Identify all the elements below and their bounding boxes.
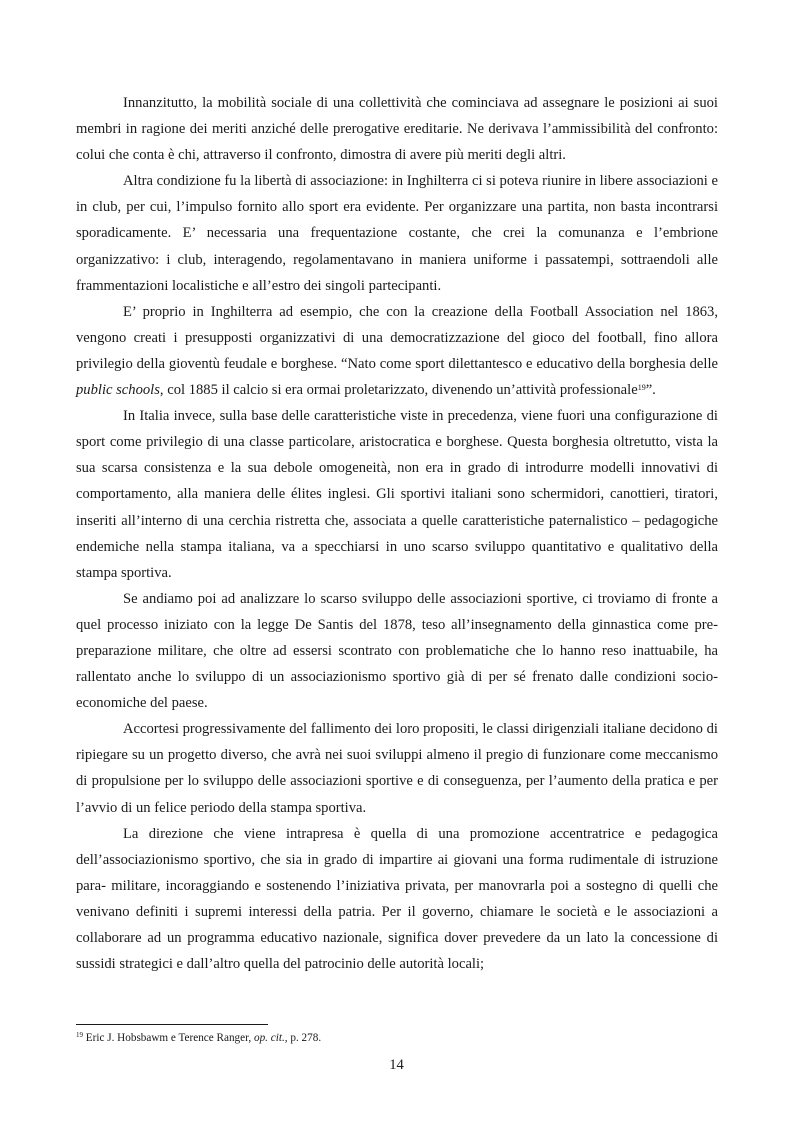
footnote-citation: op. cit. xyxy=(253,1032,285,1044)
footnote-number: 19 xyxy=(76,1031,83,1039)
paragraph-1: Innanzitutto, la mobilità sociale di una collettività che cominciava ad assegnare le posizioni ai suoi membri in ragione dei meriti anziché delle prerogative ereditarie. Ne derivava l’ammissibilità del confronto: colui che conta è chi, attraverso il confronto, dimostra di avere più meriti degli altri. xyxy=(76,95,718,164)
paragraph-3-emphasis: public schools xyxy=(76,382,160,399)
paragraph-3-text-after: , col 1885 il calcio si era ormai proletarizzato, divenendo un’attività professionale xyxy=(159,382,638,399)
paragraph-2: Altra condizione fu la libertà di associazione: in Inghilterra ci si poteva riunire in libere associazioni e in club, per cui, l’impulso fornito allo sport era evidente. Per organizzare una partita, non basta incontrarsi sporadicamente. E’ necessaria una frequentazione costante, che crei la comunanza e l’embrione organizzativo: i club, interagendo, regolamentavano in maniera uniforme i passatempi, sottraendoli alle frammentazioni localistiche e all’estro dei singoli partecipanti. xyxy=(76,173,718,294)
paragraph-5: Se andiamo poi ad analizzare lo scarso sviluppo delle associazioni sportive, ci troviamo di fronte a quel processo iniziato con la legge De Santis del 1878, teso all’insegnamento della ginnastica come pre- preparazione militare, che oltre ad essersi scontrato con problematiche che lo hanno reso inattuabile, ha rallentato anche lo sviluppo di un associazionismo sportivo già di per sé frenato dalle condizioni socio- economiche del paese. xyxy=(76,590,718,712)
paragraph-3-text-before: E’ proprio in Inghilterra ad esempio, che con la creazione della Football Association nel 1863, vengono creati i presupposti organizzativi di una democratizzazione del gioco del football, fino allora privilegio della gioventù feudale e borghese. “Nato come sport dilettantesco e educativo della borghesia delle xyxy=(76,303,718,372)
footnote-authors: Eric J. Hobsbawm e Terence Ranger, xyxy=(85,1032,254,1044)
paragraph-6: Accortesi progressivamente del fallimento dei loro propositi, le classi dirigenziali italiane decidono di ripiegare su un progetto diverso, che avrà nei suoi sviluppi almeno il pregio di funzionare come meccanismo di propulsione per lo sviluppo delle associazioni sportive e di conseguenza, per l’aumento della pratica e per l’avvio di un felice periodo della stampa sportiva. xyxy=(76,721,718,816)
paragraph-7: La direzione che viene intrapresa è quella di una promozione accentratrice e pedagogica dell’associazionismo sportivo, che sia in grado di impartire ai giovani una forma rudimentale di istruzione para- militare, incoraggiando e sostenendo l’iniziativa privata, per manovrarla poi a sostegno di quelli che venivano definiti i supremi interessi della patria. Per il governo, chiamare le società e le associazioni a collaborare ad un programma educativo nazionale, significa dover prevedere da un lato la concessione di sussidi strategici e dall’altro quella del patrocinio delle autorità locali; xyxy=(76,825,718,973)
paragraph-3 xyxy=(76,299,718,403)
paragraph-4: In Italia invece, sulla base delle caratteristiche viste in precedenza, viene fuori una configurazione di sport come privilegio di una classe particolare, aristocratica e borghese. Questa borghesia oltretutto, vista la sua scarsa consistenza e la sua debole omogeneità, non era in grado di introdurre modelli innovativi di comportamento, alla maniera delle élites inglesi. Gli sportivi italiani sono schermidori, canottieri, tiratori, inseriti all’interno di una cerchia ristretta che, associata a quelle caratteristiche paternalistico – pedagogiche endemiche nella stampa italiana, va a specchiarsi in uno scarso sviluppo quantitativo e qualitativo della stampa sportiva. xyxy=(76,408,718,581)
footnote xyxy=(76,1031,718,1045)
page-number: 14 xyxy=(389,1057,404,1073)
paragraph-3-closing: ”. xyxy=(645,382,656,399)
page-body xyxy=(76,90,718,977)
footnote-reference[interactable]: 19 xyxy=(637,383,646,393)
footnote-page: , p. 278. xyxy=(284,1032,322,1044)
footnote-divider xyxy=(76,1024,268,1025)
